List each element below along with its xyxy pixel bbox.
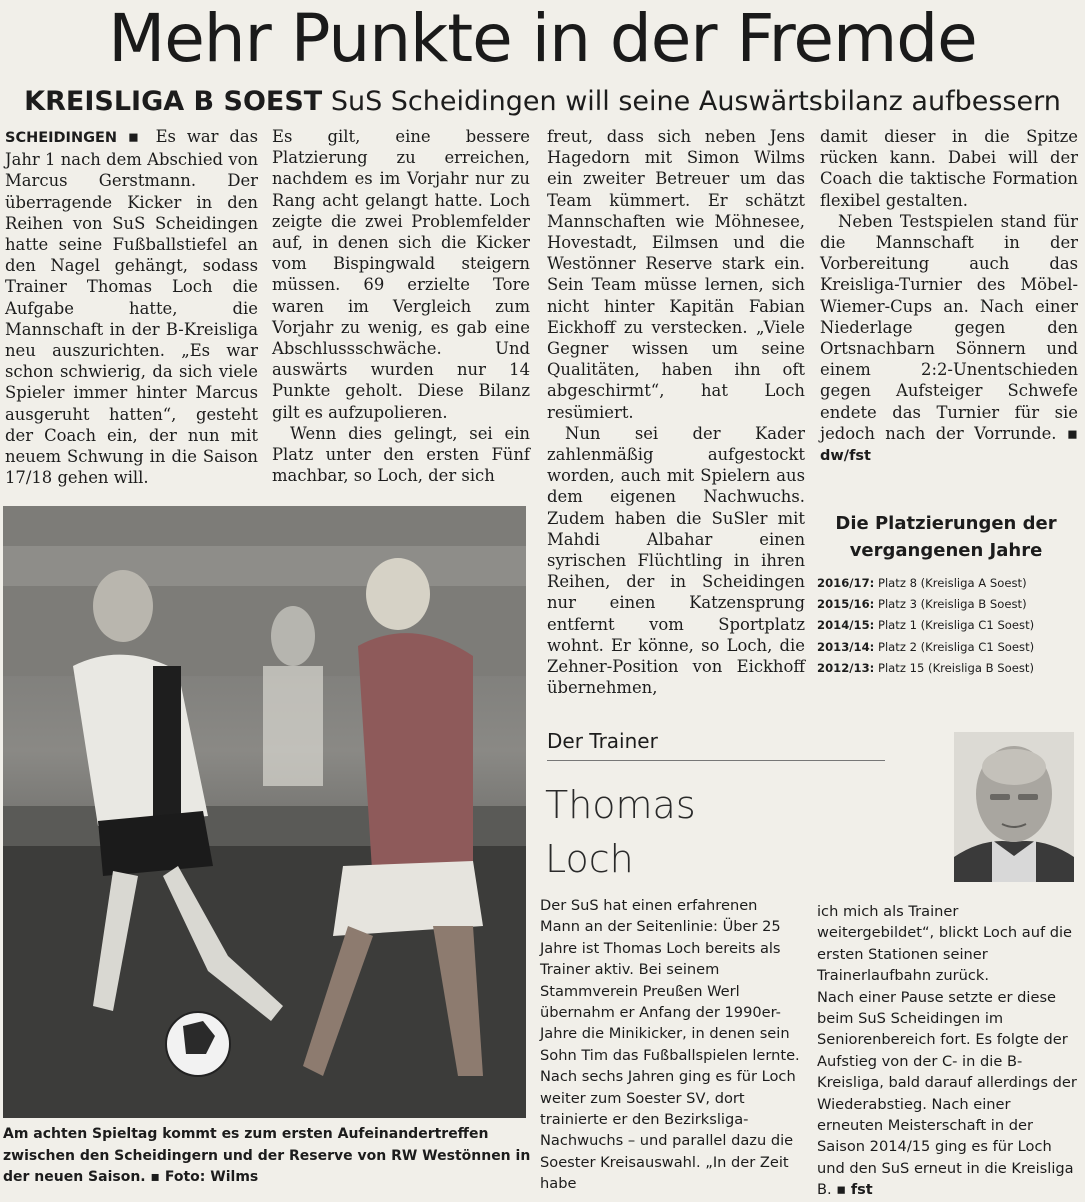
trainer-name [545,778,805,886]
portrait-illustration [954,732,1074,882]
trainer-column-1 [540,895,802,1195]
article-text: Es war das Jahr 1 nach dem Abschied von Marcus Gerstmann. Der überragende Kicker in den Reihen von SuS Scheidingen hatte seine Fußballstiefel an den Nagel gehängt, sodass Trainer Thomas Loch die Aufgabe hatte, die Mannschaft in der B-Kreisliga neu auszurichten. „Es war schon schwierig, da sich viele Spieler immer hinter Marcus ausgeruht hatten“, gesteht der Coach ein, der nun mit neuem Schwung in die Saison 17/18 gehen will. [5,127,259,488]
list-item: 2016/17: Platz 8 (Kreisliga A Soest) [817,576,1027,590]
dateline: SCHEIDINGEN [5,130,118,146]
article-column-3 [547,126,805,698]
subheadline [0,82,1085,122]
list-item: 2012/13: Platz 15 (Kreisliga B Soest) [817,660,1034,675]
list-item: 2013/14: Platz 2 (Kreisliga C1 Soest) [817,639,1035,654]
list-item: 2014/15: Platz 1 (Kreisliga C1 Soest) [817,618,1035,633]
article-paragraph: Es gilt, eine bessere Platzierung zu erreichen, nachdem es im Vorjahr nur zu Rang acht gelangt hatte. Loch zeigte die zwei Problemfelder auf, in denen sich die Kicker vom Bispingwald steigern müssen. 69 erzielte Tore waren im Vergleich zum Vorjahr zu wenig, es gab eine Abschlussschwäche. Und auswärts wurden nur 14 Punkte geholt. Diese Bilanz gilt es aufzupolieren. [272,127,530,422]
trainer-paragraph: Der SuS hat einen erfahrenen Mann an der Seitenlinie: Über 25 Jahre ist Thomas Loch bereits als Trainer aktiv. Bei seinem Stammverein Preußen Werl übernahm er Anfang der 1990er-Jahre die Minikicker, in denen sein Sohn Tim das Fußballspielen lernte. Nach sechs Jahren ging es für Loch weiter zum Soester SV, dort trainierte er den Bezirksliga-Nachwuchs – und parallel dazu die Soester Kreisauswahl. „In der Zeit habe [540,897,800,1193]
article-paragraph: Wenn dies gelingt, sei ein Platz unter den ersten Fünf machbar, so Loch, der sich [272,423,530,486]
soccer-players-illustration [3,506,526,1118]
list-item: 2015/16: Platz 3 (Kreisliga B Soest) [817,597,1027,612]
trainer-portrait [954,732,1074,882]
photo-caption: Am achten Spieltag kommt es zum ersten Aufeinandertreffen zwischen den Scheidingern und der Reserve von RW Westönnen in der neuen Saison. ▪ Foto: Wilms [3,1126,531,1185]
trainer-last-name: Loch [545,837,634,881]
article-column-1 [5,126,258,488]
trainer-column-2 [817,901,1079,1202]
match-photo [3,506,526,1118]
placements-title: Die Platzierungen der vergangenen Jahre [835,513,1057,561]
article-paragraph: Nun sei der Kader zahlenmäßig aufgestockt worden, auch mit Spielern aus dem eigenen Nachwuchs. Zudem haben die SuSler mit Mahdi Albahar einen syrischen Flüchtling in ihren Reihen, der in Scheidingen nur einen Katzensprung entfernt vom Sportplatz wohnt. Er könne, so Loch, die Zehner-Position von Eickhoff übernehmen, [547,423,805,698]
article-column-2 [272,126,530,486]
article-paragraph: SCHEIDINGEN ▪ Es war das Jahr 1 nach dem Abschied von Marcus Gerstmann. Der überragende Kicker in den Reihen von SuS Scheidingen hatte seine Fußballstiefel an den Nagel gehängt, sodass Trainer Thomas Loch die Aufgabe hatte, die Mannschaft in der B-Kreisliga neu auszurichten. „Es war schon schwierig, da sich viele Spieler immer hinter Marcus ausgeruht hatten“, gesteht der Coach ein, der nun mit neuem Schwung in die Saison 17/18 gehen will. [5,127,259,488]
trainer-first-name: Thomas [545,783,696,827]
photo-credit: Foto: Wilms [164,1169,259,1185]
caption-text: Am achten Spieltag kommt es zum ersten Aufeinandertreffen zwischen den Scheidingern und der Reserve von RW Westönnen in der neuen Saison. [3,1126,531,1185]
subhead-text: SuS Scheidingen will seine Auswärtsbilanz aufbessern [330,86,1061,117]
placements-list [817,573,1082,679]
trainer-paragraph: ich mich als Trainer weitergebildet“, blickt Loch auf die ersten Stationen seiner Trainerlaufbahn zurück. [817,903,1073,985]
article-paragraph: freut, dass sich neben Jens Hagedorn mit Simon Wilms ein zweiter Betreuer um das Team kümmert. Er schätzt Mannschaften wie Möhnesee, Hovestadt, Eilmsen und die Westönner Reserve stark ein. Sein Team müsse lernen, sich nicht hinter Kapitän Fabian Eickhoff zu verstecken. „Viele Gegner wissen um seine Qualitäten, haben ihn oft abgeschirmt“, hat Loch resümiert. [547,127,805,422]
article-paragraph: damit dieser in die Spitze rücken kann. Dabei will der Coach die taktische Formation flexibel gestalten. [820,127,1078,210]
article-paragraph: Neben Testspielen stand für die Mannschaft in der Vorbereitung auch das Kreisliga-Turnier des Möbel-Wiemer-Cups an. Nach einer Niederlage gegen den Ortsnachbarn Sönnern und einem 2:2-Unentschieden gegen Aufsteiger Schwefe endete das Turnier für sie jedoch nach der Vorrunde. ▪ dw/fst [820,211,1078,465]
subhead-kicker: KREISLIGA B SOEST [24,86,323,117]
author-signature: dw/fst [820,448,871,465]
author-signature: fst [850,1182,873,1199]
article-column-4 [820,126,1078,467]
headline: Mehr Punkte in der Fremde [108,0,977,77]
trainer-paragraph: Nach einer Pause setzte er diese beim SuS Scheidingen im Seniorenbereich fort. Es folgte der Aufstieg von der C- in die B-Kreisliga, bald darauf allerdings der Wiederabstieg. Nach einer erneuten Meisterschaft in der Saison 2014/15 ging es für Loch und den SuS erneut in die Kreisliga B. ▪ fst [817,988,1077,1199]
trainer-kicker: Der Trainer [547,729,658,753]
article-text: Neben Testspielen stand für die Mannschaft in der Vorbereitung auch das Kreisliga-Turnier des Möbel-Wiemer-Cups an. Nach einer Niederlage gegen den Ortsnachbarn Sönnern und einem 2:2-Unentschieden gegen Aufsteiger Schwefe endete das Turnier für sie jedoch nach der Vorrunde. [820,211,1078,443]
divider [547,760,885,761]
